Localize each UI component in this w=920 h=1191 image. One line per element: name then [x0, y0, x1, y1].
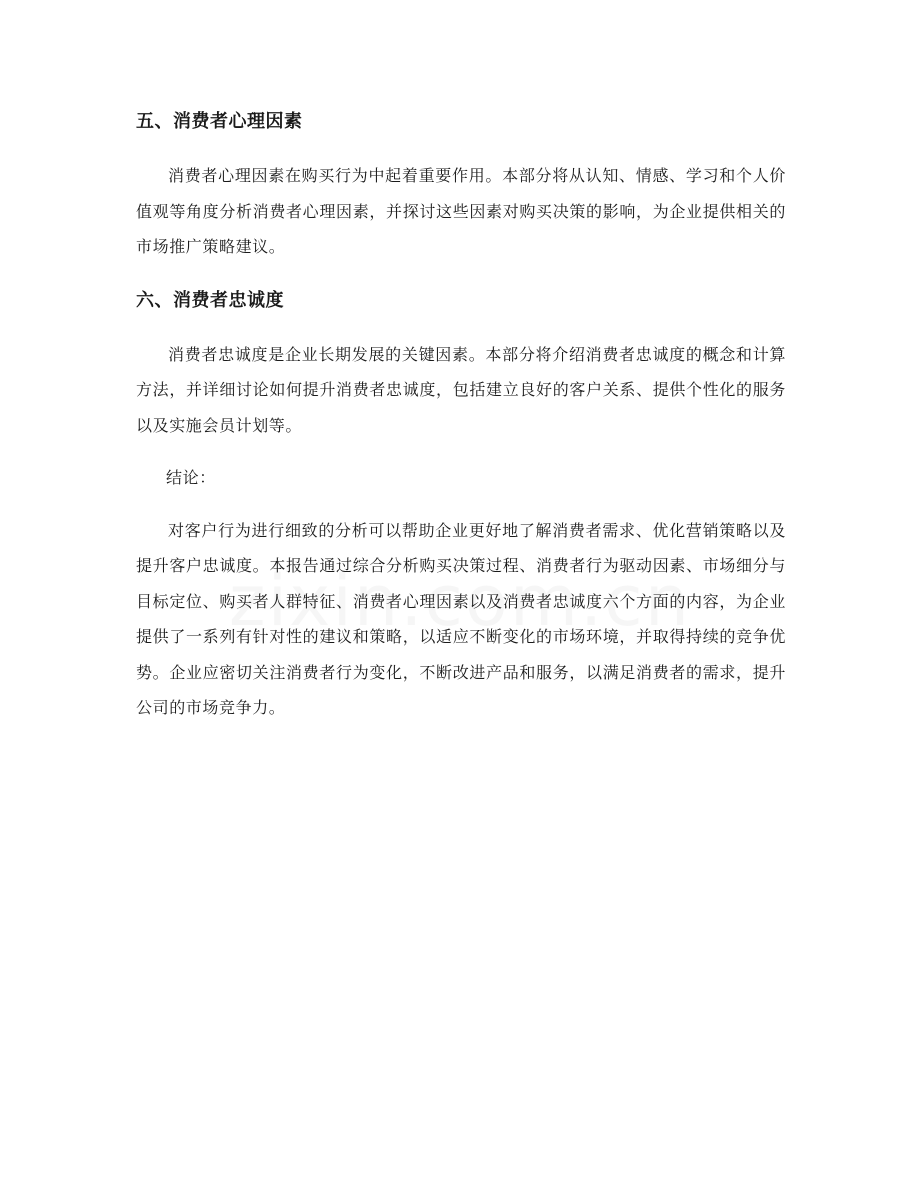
- section-paragraph-5: 消费者心理因素在购买行为中起着重要作用。本部分将从认知、情感、学习和个人价值观等角度分析消费者心理因素，并探讨这些因素对购买决策的影响，为企业提供相关的市场推广策略建议。: [136, 166, 786, 256]
- document-body: [136, 104, 786, 726]
- conclusion-label: 结论：: [166, 468, 216, 487]
- section-paragraph-6: 消费者忠诚度是企业长期发展的关键因素。本部分将介绍消费者忠诚度的概念和计算方法，并详细讨论如何提升消费者忠诚度，包括建立良好的客户关系、提供个性化的服务以及实施会员计划等。: [136, 344, 786, 435]
- conclusion-paragraph: 对客户行为进行细致的分析可以帮助企业更好地了解消费者需求、优化营销策略以及提升客户忠诚度。本报告通过综合分析购买决策过程、消费者行为驱动因素、市场细分与目标定位、购买者人群特征、消费者心理因素以及消费者忠诚度六个方面的内容，为企业提供了一系列有针对性的建议和策略，以适应不断变化的市场环境，并取得持续的竞争优势。企业应密切关注消费者行为变化，不断改进产品和服务，以满足消费者的需求，提升公司的市场竞争力。: [136, 520, 786, 717]
- section-heading-6: 六、消费者忠诚度: [136, 289, 284, 311]
- section-heading-5: 五、消费者心理因素: [136, 111, 303, 132]
